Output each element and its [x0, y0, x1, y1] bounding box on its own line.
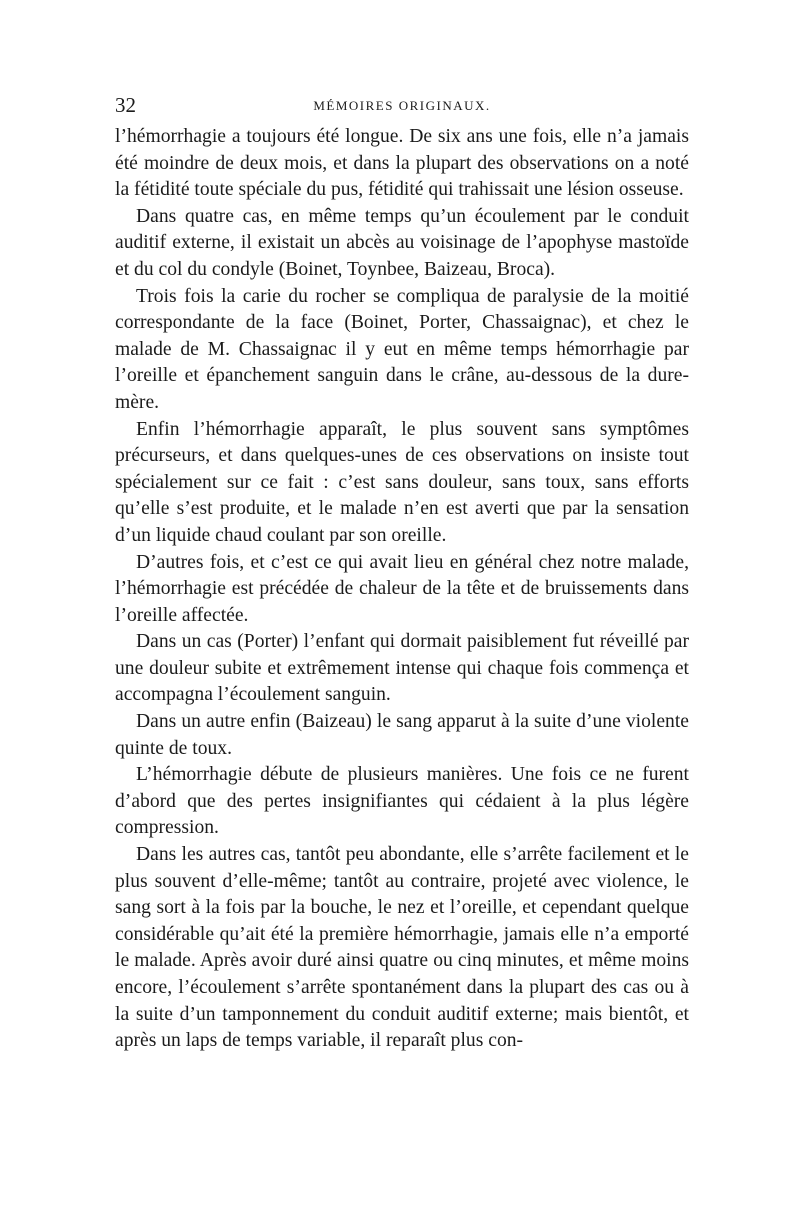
paragraph-continuation: l’hémorrhagie a toujours été longue. De six ans une fois, elle n’a jamais été moindre de deux mois, et dans la plupart des observations on a noté la fétidité toute spéciale du pus, fétidité qui trahissait une lésion osseuse. — [115, 126, 689, 201]
running-title: MÉMOIRES ORIGINAUX. — [313, 98, 491, 113]
body-text — [115, 124, 689, 1055]
paragraph: D’autres fois, et c’est ce qui avait lieu en général chez notre malade, l’hémorrhagie est précédée de chaleur de la tête et de bruissements dans l’oreille affectée. — [115, 551, 689, 626]
paragraph: Dans un autre enfin (Baizeau) le sang apparut à la suite d’une violente quinte de toux. — [115, 711, 689, 759]
paragraph: L’hémorrhagie débute de plusieurs manières. Une fois ce ne furent d’abord que des pertes insignifiantes qui cédaient à la plus légère compression. — [115, 764, 689, 839]
paragraph: Dans quatre cas, en même temps qu’un écoulement par le conduit auditif externe, il existait un abcès au voisinage de l’apophyse mastoïde et du col du condyle (Boinet, Toynbee, Baizeau, Broca). — [115, 205, 689, 280]
paragraph: Enfin l’hémorrhagie apparaît, le plus souvent sans symptômes précurseurs, et dans quelques-unes de ces observations on insiste tout spécialement sur ce fait : c’est sans douleur, sans toux, sans efforts qu’elle s’est produite, et le malade n’en est averti que par la sensation d’un liquide chaud coulant par son oreille. — [115, 418, 689, 546]
running-header — [115, 92, 689, 120]
paragraph: Trois fois la carie du rocher se compliqua de paralysie de la moitié correspondante de la face (Boinet, Porter, Chassaignac), et chez le malade de M. Chassaignac il y eut en même temps hémorrhagie par l’oreille et épanchement sanguin dans le crâne, au-dessous de la dure-mère. — [115, 285, 689, 413]
paragraph: Dans les autres cas, tantôt peu abondante, elle s’arrête facilement et le plus souvent d’elle-même; tantôt au contraire, projeté avec violence, le sang sort à la fois par la bouche, le nez et l’oreille, et cependant quelque considérable qu’ait été la première hémorrhagie, jamais elle n’a emporté le malade. Après avoir duré ainsi quatre ou cinq minutes, et même moins encore, l’écoulement s’arrête spontanément dans la plupart des cas ou à la suite d’un tamponnement du conduit auditif externe; mais bientôt, et après un laps de temps variable, il reparaît plus con- — [115, 844, 689, 1052]
paragraph: Dans un cas (Porter) l’enfant qui dormait paisiblement fut réveillé par une douleur subite et extrêmement intense qui chaque fois commença et accompagna l’écoulement sanguin. — [115, 631, 689, 706]
book-page — [115, 92, 689, 1055]
page-number: 32 — [115, 93, 136, 117]
